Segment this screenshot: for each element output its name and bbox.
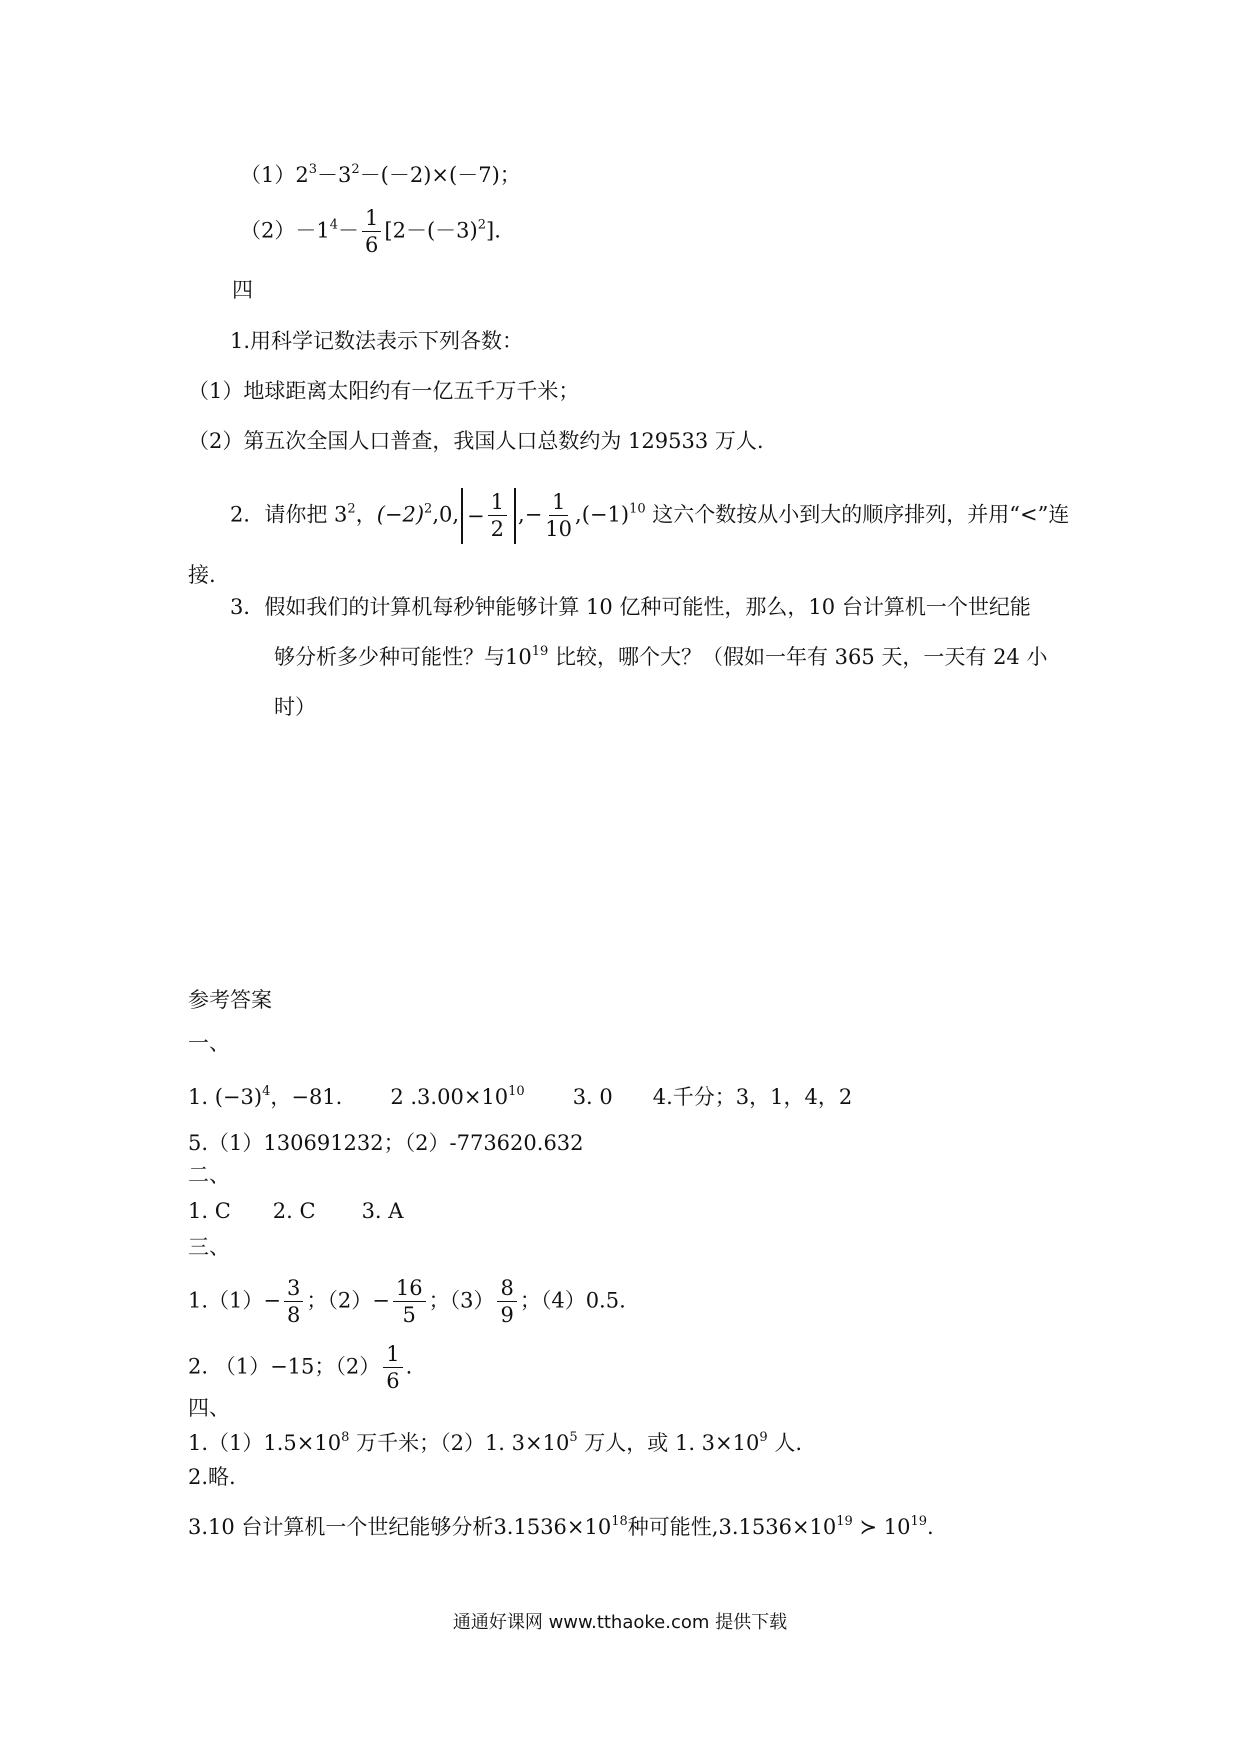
- answers-section-1-line2: 5.（1）130691232；（2）-773620.632: [188, 1131, 584, 1155]
- text-part: 够分析多少种可能性？与: [274, 645, 505, 669]
- numerator: 3: [284, 1278, 303, 1302]
- numerator: 1: [383, 1344, 402, 1368]
- answer-part: 种可能性,: [627, 1515, 719, 1539]
- fraction: [362, 208, 381, 256]
- exponent: 2: [351, 162, 360, 177]
- text-part: ，: [355, 502, 377, 527]
- problem-3-2: [240, 208, 501, 256]
- numerator: 1: [362, 208, 381, 232]
- math-part: (−2): [376, 502, 425, 527]
- fraction: [488, 492, 507, 540]
- answers-section-2-heading: 二、: [188, 1163, 230, 1187]
- math-part: ,(−1): [575, 502, 630, 527]
- answer-part: 万千米；（2）1. 3×10: [349, 1431, 570, 1455]
- expr-part: －1: [295, 218, 330, 243]
- numerator: 8: [497, 1278, 516, 1302]
- answer-part: 1.（1）1.5×10: [188, 1431, 342, 1455]
- denominator: 6: [386, 1369, 400, 1393]
- answer-part: 2. （1）−15；（2）: [188, 1354, 381, 1379]
- answer-part: ；（4）0.5.: [519, 1288, 626, 1313]
- question-4-3-line2: [274, 642, 1047, 672]
- absolute-value: [461, 488, 516, 544]
- answer-part: 2 .3.00×10: [390, 1085, 509, 1109]
- math-part: ,−: [518, 502, 543, 527]
- math-part: 10: [505, 645, 532, 669]
- exponent: 3: [308, 162, 318, 177]
- exponent: 4: [262, 1084, 271, 1099]
- numerator: 16: [393, 1278, 426, 1302]
- math-part: ,0,: [432, 502, 460, 527]
- denominator: 5: [402, 1303, 416, 1327]
- answer-part: 4.千分；3，1，4，2: [652, 1085, 853, 1109]
- text-part: 这六个数按从小到大的顺序排列，并用“<”连: [645, 502, 1070, 527]
- question-4-2: [230, 488, 1069, 544]
- answer-part: 3.10 台计算机一个世纪能够分析: [188, 1515, 494, 1539]
- text-part: 2．请你把 3: [230, 502, 348, 527]
- numerator: 1: [549, 492, 568, 516]
- exponent: 2: [477, 217, 486, 233]
- expr-part: [2－(－3): [384, 218, 478, 243]
- expr-part: －(－2)×(－7)；: [359, 163, 521, 187]
- answers-title: 参考答案: [188, 988, 272, 1012]
- numerator: 1: [488, 492, 507, 516]
- answers-section-3-line1: [188, 1278, 626, 1326]
- denominator: 10: [545, 517, 573, 541]
- exponent: 19: [836, 1514, 853, 1529]
- expr-part: ].: [486, 218, 501, 243]
- answer-part: .: [927, 1515, 934, 1539]
- denominator: 9: [500, 1303, 514, 1327]
- expr-part: 2: [295, 163, 309, 187]
- math-part: 3.1536×10: [493, 1515, 612, 1539]
- denominator: 8: [287, 1303, 301, 1327]
- exponent: 4: [329, 217, 339, 233]
- fraction: [545, 492, 572, 540]
- fraction: [284, 1278, 303, 1326]
- expr-part: －3: [317, 163, 352, 187]
- answer-part: ，−81.: [270, 1085, 343, 1109]
- page-footer: 通通好课网 www.tthaoke.com 提供下载: [452, 1612, 788, 1633]
- answers-section-4-line2: 2.略.: [188, 1465, 236, 1489]
- answer-part: 1.（1）−: [188, 1288, 281, 1313]
- sign: −: [467, 504, 485, 528]
- answers-section-2-line: [188, 1196, 403, 1226]
- answer-part: 2. C: [272, 1199, 316, 1223]
- answer-part: ；（2）−: [306, 1288, 390, 1313]
- exponent: 19: [531, 644, 549, 659]
- math-part: ≻ 10: [852, 1515, 911, 1539]
- denominator: 6: [365, 233, 379, 257]
- text-part: 比较，哪个大？（假如一年有 365 天，一天有 24 小: [548, 645, 1048, 669]
- exponent: 2: [424, 501, 433, 517]
- exponent: 2: [347, 501, 356, 517]
- fraction: [393, 1278, 426, 1326]
- question-4-1-b: （2）第五次全国人口普查，我国人口总数约为 129533 万人.: [188, 429, 764, 453]
- problem-3-1: [240, 160, 521, 190]
- answer-part: 1. C: [188, 1199, 231, 1223]
- answers-section-3-line2: [188, 1344, 412, 1392]
- question-4-3-line1: 3．假如我们的计算机每秒钟能够计算 10 亿种可能性，那么，10 台计算机一个世纪能: [230, 595, 1031, 619]
- answers-section-3-heading: 三、: [188, 1235, 230, 1259]
- question-4-3-line3: 时）: [274, 695, 316, 719]
- exponent: 18: [611, 1514, 628, 1529]
- exponent: 9: [759, 1430, 768, 1445]
- answer-part: 3. A: [361, 1199, 404, 1223]
- exponent: 10: [629, 501, 646, 517]
- fraction: [383, 1344, 402, 1392]
- question-4-2-cont: 接.: [188, 563, 216, 587]
- exponent: 10: [508, 1084, 525, 1099]
- question-4-1-a: （1）地球距离太阳约有一亿五千万千米；: [188, 379, 580, 403]
- answer-part: .: [405, 1354, 413, 1379]
- answers-section-4-heading: 四、: [188, 1396, 230, 1420]
- section-4-heading: 四: [232, 278, 253, 302]
- answer-part: 万人，或 1. 3×10: [577, 1431, 760, 1455]
- math-part: 3.1536×10: [718, 1515, 837, 1539]
- exponent: 5: [569, 1430, 578, 1445]
- exponent: 19: [910, 1514, 928, 1529]
- answer-part: ；（3）: [428, 1288, 495, 1313]
- answer-part: 3. 0: [572, 1085, 613, 1109]
- denominator: 2: [490, 517, 505, 541]
- answers-section-1-heading: 一、: [188, 1031, 230, 1055]
- answers-section-4-line3: [188, 1512, 934, 1542]
- exponent: 8: [341, 1430, 350, 1445]
- answers-section-1-line1: [188, 1082, 852, 1112]
- problem-label: （2）: [240, 218, 296, 243]
- problem-label: （1）: [240, 163, 296, 187]
- question-4-1: 1.用科学记数法表示下列各数：: [230, 329, 524, 353]
- answers-section-4-line1: [188, 1428, 802, 1458]
- answer-part: 1. (−3): [188, 1085, 263, 1109]
- expr-part: －: [338, 218, 360, 243]
- fraction: [497, 1278, 516, 1326]
- answer-part: 人.: [767, 1431, 803, 1455]
